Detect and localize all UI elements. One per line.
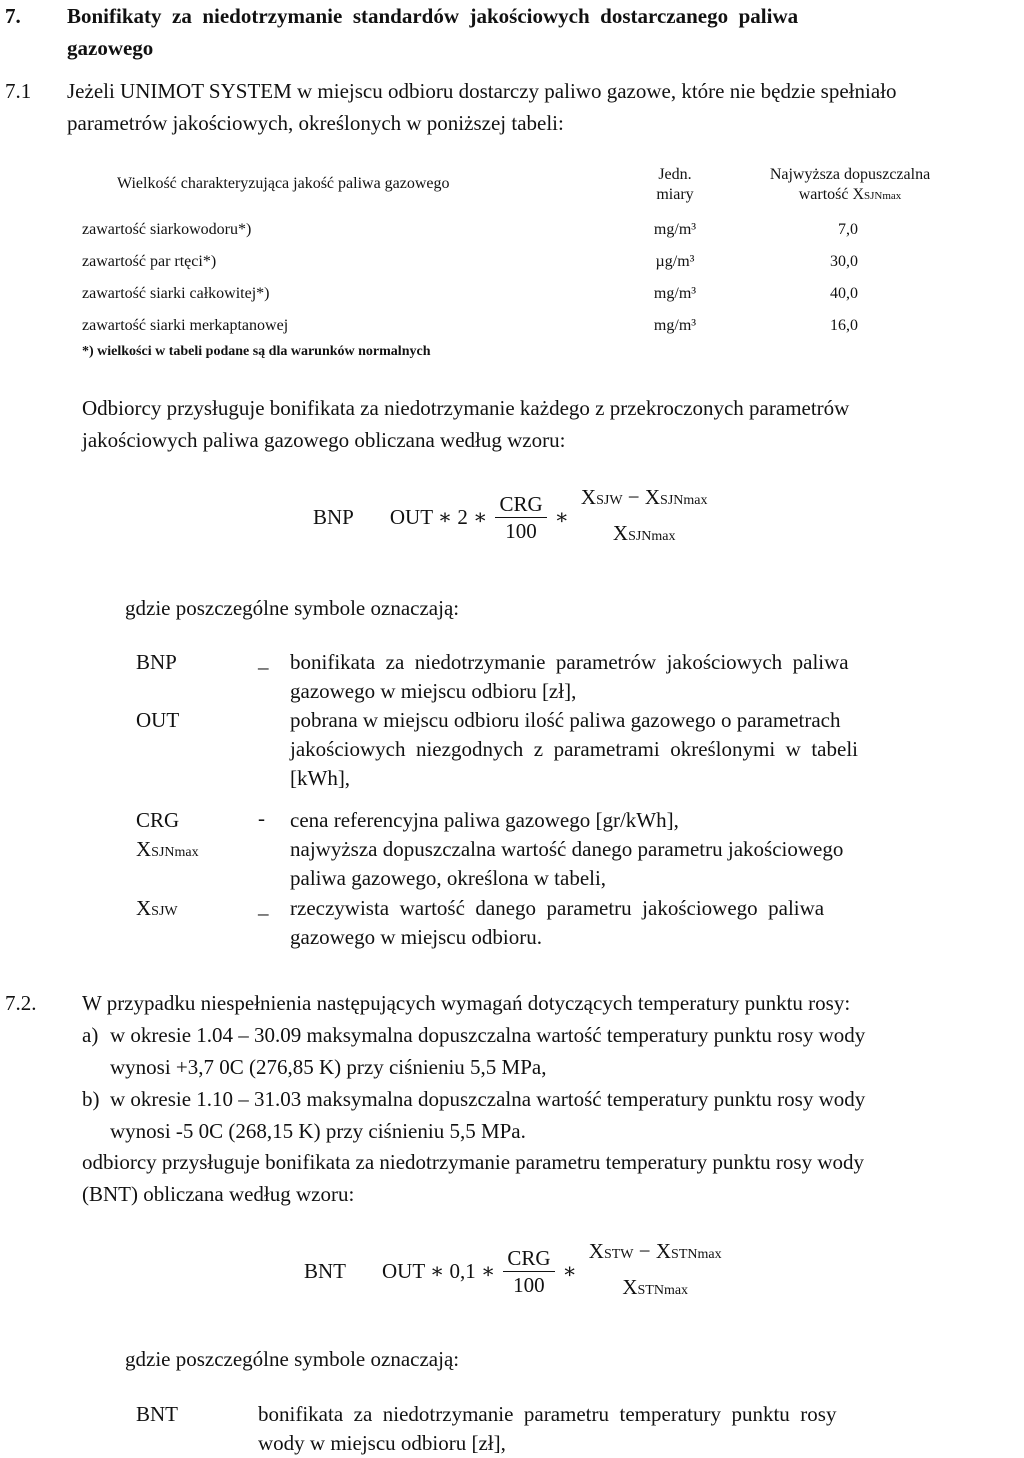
section-7-title: Bonifikaty za niedotrzymanie standardów jakościowych dostarczanego paliwa	[67, 4, 799, 28]
symbol-description-line: [kWh],	[290, 766, 351, 790]
table-cell-parameter: zawartość siarkowodoru*)	[82, 221, 252, 238]
table-cell-value: 16,0	[830, 317, 858, 334]
section-7-2-number: 7.2.	[5, 991, 37, 1015]
section-7-1-text: Jeżeli UNIMOT SYSTEM w miejscu odbioru dostarczy paliwo gazowe, które nie będzie spełniało	[67, 79, 897, 103]
symbol-description-line: gazowego w miejscu odbioru.	[290, 925, 542, 949]
symbols-intro-1: gdzie poszczególne symbole oznaczają:	[125, 596, 460, 620]
symbol-name	[136, 835, 199, 867]
formula-bnt-frac-x: XSTW − XSTNmax XSTNmax	[588, 1239, 722, 1299]
symbol-description-line: gazowego w miejscu odbioru [zł],	[290, 679, 577, 703]
symbol-dash: -	[258, 806, 265, 830]
formula-bnp-term: OUT ∗ 2 ∗	[389, 504, 488, 529]
symbol-name	[136, 894, 178, 926]
table-cell-unit: µg/m³	[655, 253, 695, 270]
symbol-description-line: rzeczywista wartość danego parametru jakościowego paliwa	[290, 896, 825, 920]
bnp-intro-line1: Odbiorcy przysługuje bonifikata za niedotrzymanie każdego z przekroczonych parametrów	[82, 396, 850, 420]
table-cell-unit: mg/m³	[653, 317, 697, 334]
symbol-description-line: wody w miejscu odbioru [zł],	[258, 1431, 506, 1455]
symbol-sub: SJW	[151, 904, 178, 919]
table-header-max-line1: Najwyższa dopuszczalna	[769, 166, 931, 183]
item-a-label: a)	[82, 1023, 99, 1047]
table-cell-value: 40,0	[830, 285, 858, 302]
section-7-title-cont: gazowego	[67, 36, 154, 60]
symbol-main: BNP	[136, 650, 177, 674]
item-b-label: b)	[82, 1087, 100, 1111]
table-cell-value: 7,0	[838, 221, 858, 238]
symbol-name	[136, 806, 179, 834]
table-header-max-value	[730, 165, 970, 206]
symbol-name	[136, 706, 179, 734]
formula-bnp-frac-crg: $\frac{\text{CRG}}{100}$	[495, 491, 546, 544]
symbol-main: X	[136, 896, 152, 920]
section-7-number: 7.	[5, 4, 21, 28]
formula-bnp: BNP OUT ∗ 2 ∗ $\frac{\text{CRG}}{100}$ ∗ XSJW − XSJNmax XSJNmax	[313, 484, 714, 550]
table-header-max-line2: wartość XSJNmax	[798, 186, 902, 203]
symbol-name	[136, 648, 177, 676]
symbol-description-line: paliwa gazowego, określona w tabeli,	[290, 866, 607, 890]
symbol-main: OUT	[136, 708, 180, 732]
symbol-dash: _	[258, 648, 269, 672]
table-header-unit-line2: miary	[656, 186, 694, 203]
table-cell-parameter: zawartość siarki merkaptanowej	[82, 317, 289, 334]
bnp-intro-line2: jakościowych paliwa gazowego obliczana według wzoru:	[82, 428, 566, 452]
symbols-intro-2: gdzie poszczególne symbole oznaczają:	[125, 1347, 460, 1371]
table-cell-parameter: zawartość siarki całkowitej*)	[82, 285, 270, 302]
table-cell-value: 30,0	[830, 253, 858, 270]
bnt-intro-line1: odbiorcy przysługuje bonifikata za niedotrzymanie parametru temperatury punktu rosy wody	[82, 1150, 865, 1174]
formula-bnt: BNT OUT ∗ 0,1 ∗ $\frac{\text{CRG}}{100}$ ∗ XSTW − XSTNmax XSTNmax	[304, 1238, 728, 1304]
section-7-2-text: W przypadku niespełnienia następujących wymagań dotyczących temperatury punktu rosy:	[82, 991, 851, 1015]
symbol-description-line: bonifikata za niedotrzymanie parametru temperatury punktu rosy	[258, 1402, 837, 1426]
table-cell-unit: mg/m³	[653, 285, 697, 302]
item-b-line1: w okresie 1.10 – 31.03 maksymalna dopuszczalna wartość temperatury punktu rosy wody	[110, 1087, 866, 1111]
item-a-line1: w okresie 1.04 – 30.09 maksymalna dopuszczalna wartość temperatury punktu rosy wody	[110, 1023, 866, 1047]
item-a-line2: wynosi +3,7 0C (276,85 K) przy ciśnieniu 5,5 MPa,	[110, 1055, 547, 1079]
item-b-line2: wynosi -5 0C (268,15 K) przy ciśnieniu 5,5 MPa.	[110, 1119, 526, 1143]
symbol-main: CRG	[136, 808, 180, 832]
formula-bnt-lhs: BNT	[304, 1258, 346, 1283]
formula-bnp-lhs: BNP	[313, 504, 354, 529]
symbol-description-line: pobrana w miejscu odbioru ilość paliwa gazowego o parametrach	[290, 708, 841, 732]
table-cell-parameter: zawartość par rtęci*)	[82, 253, 217, 270]
table-header-unit-line1: Jedn.	[658, 166, 692, 183]
table-header-parameter: Wielkość charakteryzująca jakość paliwa gazowego	[117, 175, 450, 192]
bnt-intro-line2: (BNT) obliczana według wzoru:	[82, 1182, 355, 1206]
section-7-1-text-cont: parametrów jakościowych, określonych w poniższej tabeli:	[67, 111, 564, 135]
formula-bnt-frac-crg: $\frac{\text{CRG}}{100}$	[503, 1245, 554, 1298]
formula-bnp-frac-x: XSJW − XSJNmax XSJNmax	[580, 485, 708, 545]
symbol-name: BNT	[136, 1402, 178, 1426]
symbol-description-line: bonifikata za niedotrzymanie parametrów jakościowych paliwa	[290, 650, 849, 674]
symbol-description-line: jakościowych niezgodnych z parametrami określonymi w tabeli	[290, 737, 858, 761]
table-footnote: *) wielkości w tabeli podane są dla warunków normalnych	[82, 344, 431, 359]
symbol-description-line: cena referencyjna paliwa gazowego [gr/kWh],	[290, 808, 679, 832]
table-cell-unit: mg/m³	[653, 221, 697, 238]
symbol-main: X	[136, 837, 152, 861]
formula-bnt-term: OUT ∗ 0,1 ∗	[382, 1258, 496, 1283]
symbol-description-line: najwyższa dopuszczalna wartość danego parametru jakościowego	[290, 837, 844, 861]
symbol-dash: _	[258, 894, 269, 918]
section-7-1-number: 7.1	[5, 79, 32, 103]
table-header-unit	[625, 165, 725, 205]
symbol-sub: SJNmax	[151, 845, 199, 860]
